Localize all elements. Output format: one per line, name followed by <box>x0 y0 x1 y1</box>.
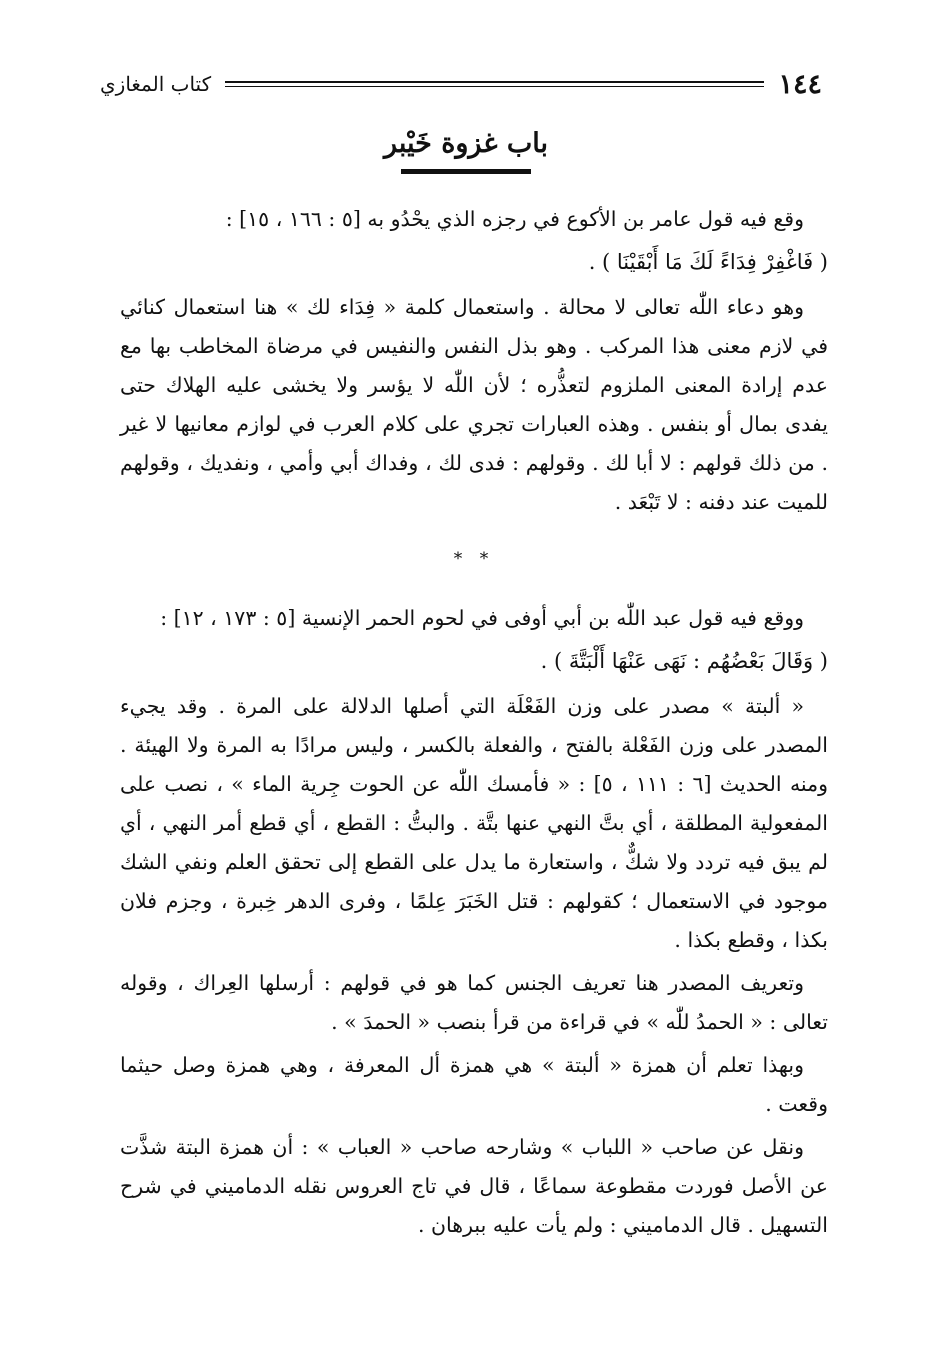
body-text <box>120 200 828 1249</box>
section2-quote: ( وَقَالَ بَعْضُهُم : نَهَى عَنْهَا أَلْبَتَّةَ ) . <box>540 649 828 673</box>
section1-intro: وقع فيه قول عامر بن الأكوع في رجزه الذي يحْدُو به [٥ : ١٦٦ ، ١٥] : <box>225 207 804 231</box>
page-number: ١٤٤ <box>778 68 822 100</box>
section-separator: * * <box>453 549 495 569</box>
chapter-title: باب غزوة خَيْبر <box>383 128 549 159</box>
section1-paragraph: وهو دعاء اللّٰه تعالى لا محالة . واستعمال كلمة « فِدَاء لك » هنا استعمال كنائي في لازم معنى هذا المركب . وهو بذل النفس والنفيس في مرضاة المخاطب بها مع عدم إرادة المعنى الملزوم لتعذُّره ؛ لأن اللّٰه لا يؤسر ولا يخشى عليه الهلاك حتى يفدى بمال أو بنفس . وهذه العبارات تجري على كلام العرب في لوازم معانيها لا غير . من ذلك قولهم : لا أبا لك . وقولهم : فدى لك ، وفداك أبي وأمي ، ونفديك ، وقولهم للميت عند دفنه : لا تَبْعَد . <box>120 295 828 514</box>
book-title: كتاب المغازي <box>100 72 212 96</box>
chapter-heading <box>0 128 932 174</box>
section1-quote: ( فَاغْفِرْ فِدَاءً لَكَ مَا أَبْقَيْنَا ) . <box>588 250 828 274</box>
section2-paragraph-4: ونقل عن صاحب « اللباب » وشارحه صاحب « العباب » : أن همزة البتة شذَّت عن الأصل فوردت مقطوعة سماعًا ، قال في تاج العروس نقله الدماميني في شرح التسهيل . قال الدماميني : ولم يأت عليه ببرهان . <box>120 1135 828 1237</box>
section2-intro: ووقع فيه قول عبد اللّٰه بن أبي أوفى في لحوم الحمر الإنسية [٥ : ١٧٣ ، ١٢] : <box>160 606 804 630</box>
header-double-rule <box>225 81 764 87</box>
running-header <box>100 64 822 104</box>
section2-paragraph-2: وتعريف المصدر هنا تعريف الجنس كما هو في قولهم : أرسلها العِراك ، وقوله تعالى : « الحمدُ للّٰه » في قراءة من قرأ بنصب « الحمدَ » . <box>120 971 828 1034</box>
chapter-underline <box>401 169 531 174</box>
section2-paragraph-1: « ألبتة » مصدر على وزن الفَعْلَة التي أصلها الدلالة على المرة . وقد يجيء المصدر على وزن الفَعْلة بالفتح ، والفعلة بالكسر ، وليس مرادًا به المرة ولا الهيئة . ومنه الحديث [٦ : ١١١ ، ٥] : « فأمسك اللّٰه عن الحوت جِرية الماء » ، نصب على المفعولية المطلقة ، أي بتَّ النهي عنها بتَّة . والبتُّ : القطع ، أي قطع أمر النهي ، أي لم يبق فيه تردد ولا شكٌّ ، واستعارة ما يدل على القطع إلى تحقق العلم ونفي الشك موجود في الاستعمال ؛ كقولهم : قتل الخَبَرَ عِلمًا ، وفرى الدهر خِبرة ، وجزم فلان بكذا ، وقطع بكذا . <box>120 694 829 952</box>
section2-paragraph-3: وبهذا تعلم أن همزة « ألبتة » هي همزة أل المعرفة ، وهي همزة وصل حيثما وقعت . <box>120 1053 828 1116</box>
